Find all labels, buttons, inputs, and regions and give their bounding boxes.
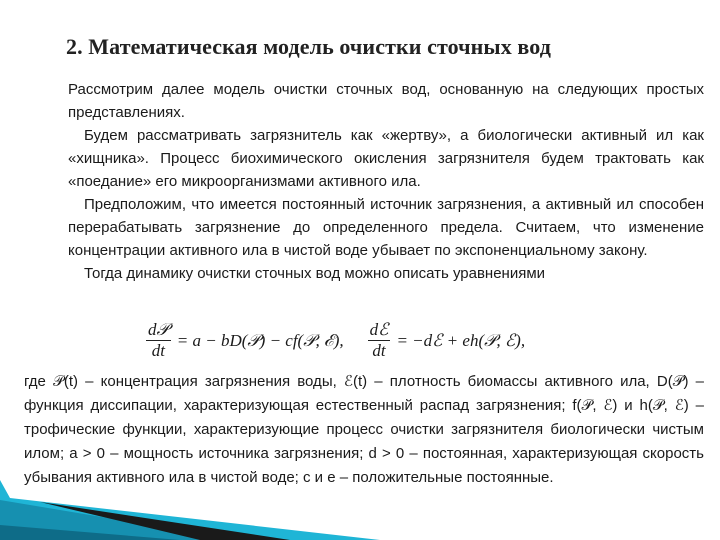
paragraph-4: Тогда динамику очистки сточных вод можно описать уравнениями xyxy=(84,265,546,282)
paragraph-3: Предположим, что имеется постоянный источник загрязнения, а активный ил способен перерабатывать загрязнение до определенного предела. Считаем, что изменение концентрации активного ила в чистой воде убывает по экспоненциальному закону. xyxy=(68,196,704,259)
fraction-dP-dt xyxy=(146,320,171,361)
equation-1-rhs: = a − bD(𝒫) − cf(𝒫, ℰ), xyxy=(176,330,344,350)
equation-2-rhs: = −dℰ + eh(𝒫, ℰ), xyxy=(396,330,526,350)
fraction-denominator: dt xyxy=(372,341,386,360)
fraction-numerator: d𝒫 xyxy=(148,320,169,339)
paragraph-1: Рассмотрим далее модель очистки сточных вод, основанную на следующих простых представлениях. xyxy=(68,81,704,121)
paragraph-2: Будем рассматривать загрязнитель как «жертву», а биологически активный ил как «хищника». Процесс биохимического окисления загрязнителя будем трактовать как «поедание» его микроорганизмами активного ила. xyxy=(68,127,704,190)
fraction-dE-dt xyxy=(368,320,391,361)
variable-description xyxy=(24,370,704,490)
equation-system xyxy=(146,320,525,361)
corner-decoration xyxy=(0,480,380,540)
fraction-numerator: dℰ xyxy=(369,320,389,339)
slide-title: 2. Математическая модель очистки сточных вод xyxy=(66,34,551,59)
fraction-denominator: dt xyxy=(151,341,165,360)
description-text: где 𝒫(t) – концентрация загрязнения воды, ℰ(t) – плотность биомассы активного ила, D(𝒫) – функция диссипации, характеризующая естественный распад загрязнения; f(𝒫, ℰ) и h(𝒫, ℰ) – трофические функции, характеризующие процесс очистки загрязнителя биологически чистым илом; a > 0 – мощность источника загрязнения; d > 0 – постоянная, характеризующая скорость убывания активного ила в чистой воде; c и e – положительные постоянные. xyxy=(24,373,704,486)
